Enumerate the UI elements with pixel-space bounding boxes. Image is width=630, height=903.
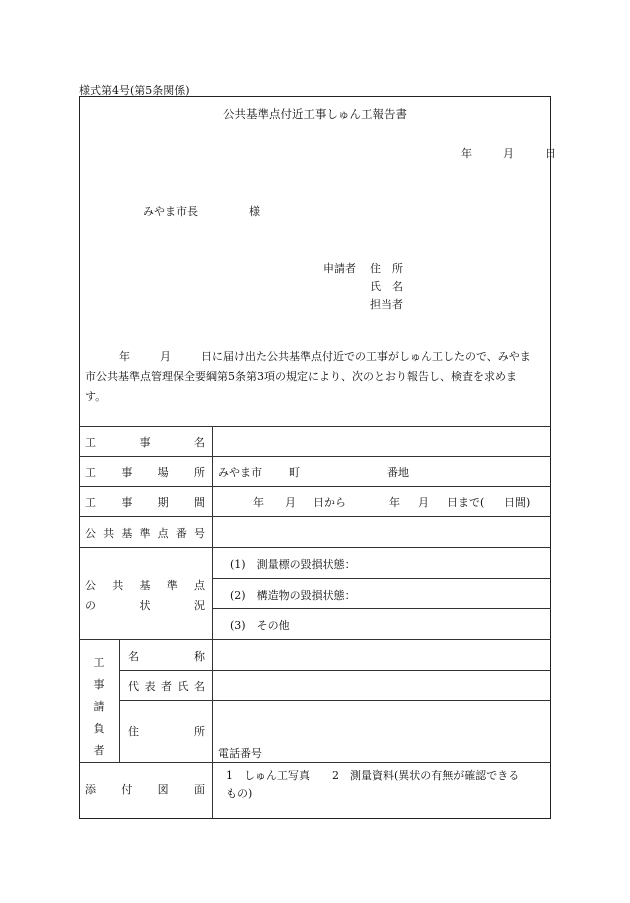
period-to-year: 年 bbox=[389, 496, 400, 509]
contractor-phone-label: 電話番号 bbox=[218, 747, 262, 760]
site-city: みやま市 bbox=[218, 466, 262, 479]
form-title: 公共基準点付近工事しゅん工報告書 bbox=[223, 107, 407, 121]
benchmark-status-item-3: (3) その他 bbox=[230, 619, 290, 632]
period-from-month: 月 bbox=[285, 496, 296, 509]
addressee-honorific: 様 bbox=[249, 205, 260, 218]
report-body-text bbox=[85, 347, 551, 407]
site-town: 町 bbox=[289, 466, 300, 479]
body-day-label: 日 bbox=[201, 350, 212, 363]
form-number: 様式第4号(第5条関係) bbox=[79, 84, 190, 97]
addressee-name: みやま市長 bbox=[143, 205, 198, 218]
contractor-address-label: 住 所 bbox=[128, 725, 205, 738]
table-line bbox=[79, 426, 551, 427]
table-line bbox=[212, 608, 551, 609]
applicant-address-label: 住 所 bbox=[370, 262, 403, 275]
site-lot: 番地 bbox=[387, 466, 409, 479]
applicant-contact-label: 担当者 bbox=[370, 298, 403, 311]
benchmark-status-item-2: (2) 構造物の毀損状態： bbox=[230, 589, 356, 602]
body-year-label: 年 bbox=[119, 350, 130, 363]
report-date bbox=[461, 145, 556, 161]
attachments-line-1: 1 しゅん工写真 2 測量資料(異状の有無が確認できる bbox=[226, 769, 520, 782]
period-from-suffix: 日から bbox=[313, 496, 346, 509]
table-line bbox=[79, 762, 551, 763]
body-month-label: 月 bbox=[160, 350, 171, 363]
table-line bbox=[79, 486, 551, 487]
table-column-divider bbox=[119, 639, 120, 762]
benchmark-status-label-line1: 公 共 基 準 点 bbox=[85, 579, 205, 592]
benchmark-number-label: 公 共 基 準 点 番 号 bbox=[85, 527, 205, 540]
construction-site-label: 工 事 場 所 bbox=[85, 466, 205, 479]
benchmark-status-label-line2: の 状 況 bbox=[85, 599, 205, 612]
applicant-label: 申請者 bbox=[323, 262, 356, 275]
period-from-year: 年 bbox=[253, 496, 264, 509]
period-to-suffix: 日まで( bbox=[447, 496, 485, 509]
date-year-label: 年 bbox=[461, 147, 472, 160]
table-line bbox=[119, 700, 551, 701]
contractor-rep-label: 代 表 者 氏 名 bbox=[128, 680, 205, 693]
table-line bbox=[79, 516, 551, 517]
table-column-divider bbox=[212, 426, 213, 819]
benchmark-status-item-1: (1) 測量標の毀損状態： bbox=[230, 558, 356, 571]
table-line bbox=[79, 639, 551, 640]
attachments-label: 添 付 図 面 bbox=[85, 783, 205, 796]
body-line-2: 市公共基準点管理保全要綱第5条第3項の規定により、次のとおり報告し、検査を求めま bbox=[85, 370, 517, 383]
table-line bbox=[79, 456, 551, 457]
date-day-label: 日 bbox=[545, 147, 556, 160]
body-line-3: す。 bbox=[85, 390, 107, 403]
table-line bbox=[119, 670, 551, 671]
contractor-vertical-label: 工 事 請 負 者 bbox=[93, 656, 105, 757]
attachments-line-2: もの) bbox=[226, 787, 253, 800]
period-to-month: 月 bbox=[418, 496, 429, 509]
construction-name-label: 工 事 名 bbox=[85, 436, 205, 449]
contractor-name-label: 名 称 bbox=[128, 650, 205, 663]
date-month-label: 月 bbox=[503, 147, 514, 160]
applicant-name-label: 氏 名 bbox=[370, 280, 403, 293]
body-line-1: に届け出た公共基準点付近での工事がしゅん工したので、みやま bbox=[212, 350, 531, 363]
table-line bbox=[212, 578, 551, 579]
construction-period-label: 工 事 期 間 bbox=[85, 496, 205, 509]
period-days: 日間) bbox=[504, 496, 531, 509]
table-line bbox=[79, 547, 551, 548]
